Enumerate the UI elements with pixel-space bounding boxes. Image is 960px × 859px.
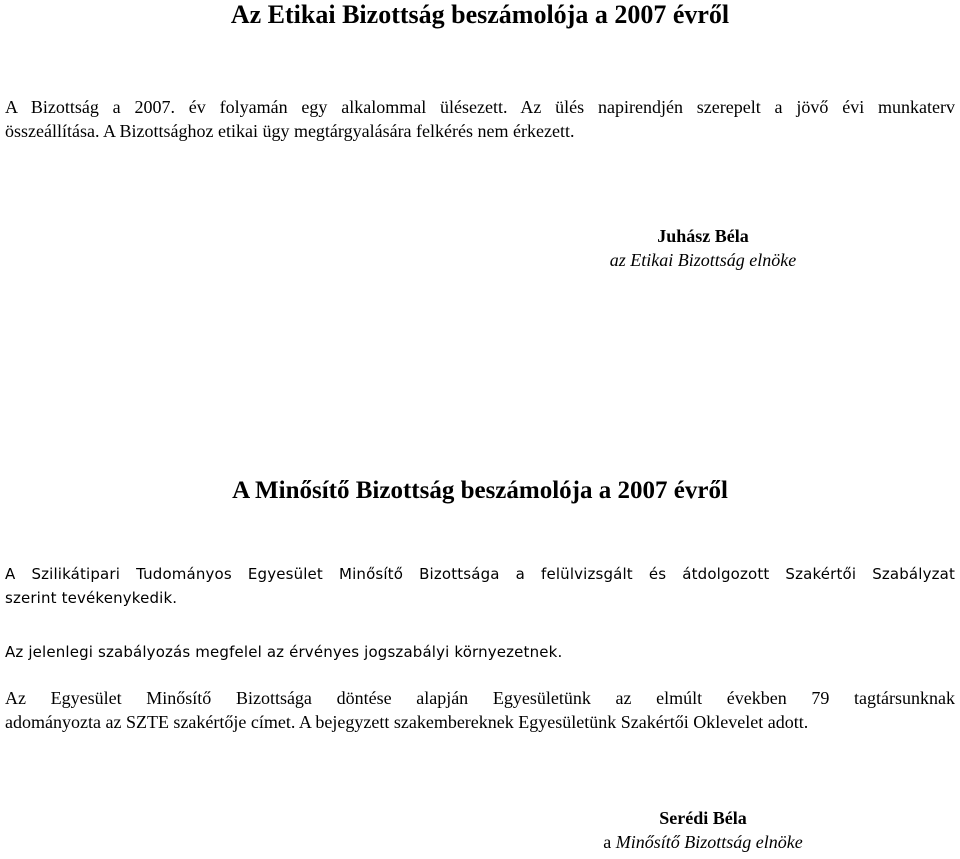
signature-name: Serédi Béla: [659, 808, 747, 828]
etikai-bizottsag-signature: [583, 224, 823, 272]
paragraph-line: adományozta az SZTE szakértője címet. A bejegyzett szakembereknek Egyesületünk Szakértői Oklevelet adott.: [5, 712, 809, 732]
signature-role: az Etikai Bizottság elnöke: [609, 250, 797, 270]
minosito-bizottsag-signature: [573, 806, 833, 854]
paragraph-line: A Szilikátipari Tudományos Egyesület Minősítő Bizottsága a felülvizsgált és átdolgozott Szakértői Szabályzat: [5, 565, 955, 583]
minosito-paragraph-1: [5, 562, 955, 610]
paragraph-line: Az Egyesület Minősítő Bizottsága döntése alapján Egyesületünk az elmúlt években 79 tagtársunknak: [5, 688, 955, 708]
paragraph-line: szerint tevékenykedik.: [5, 589, 178, 607]
signature-role-title: Minősítő Bizottság elnöke: [615, 832, 803, 852]
signature-role: [573, 830, 833, 854]
minosito-paragraph-3: [5, 686, 955, 734]
minosito-bizottsag-title: A Minősítő Bizottság beszámolója a 2007 évről: [232, 477, 728, 504]
signature-role-prefix: a: [603, 832, 616, 852]
etikai-bizottsag-title: Az Etikai Bizottság beszámolója a 2007 évről: [230, 0, 730, 29]
paragraph-line: összeállítása. A Bizottsághoz etikai ügy megtárgyalására felkérés nem érkezett.: [5, 121, 575, 141]
paragraph-line: A Bizottság a 2007. év folyamán egy alkalommal ülésezett. Az ülés napirendjén szerepelt a jövő évi munkaterv: [5, 97, 955, 117]
minosito-paragraph-2: Az jelenlegi szabályozás megfelel az érvényes jogszabályi környezetnek.: [5, 643, 563, 661]
signature-name: Juhász Béla: [657, 226, 749, 246]
etikai-bizottsag-paragraph: [5, 95, 955, 143]
